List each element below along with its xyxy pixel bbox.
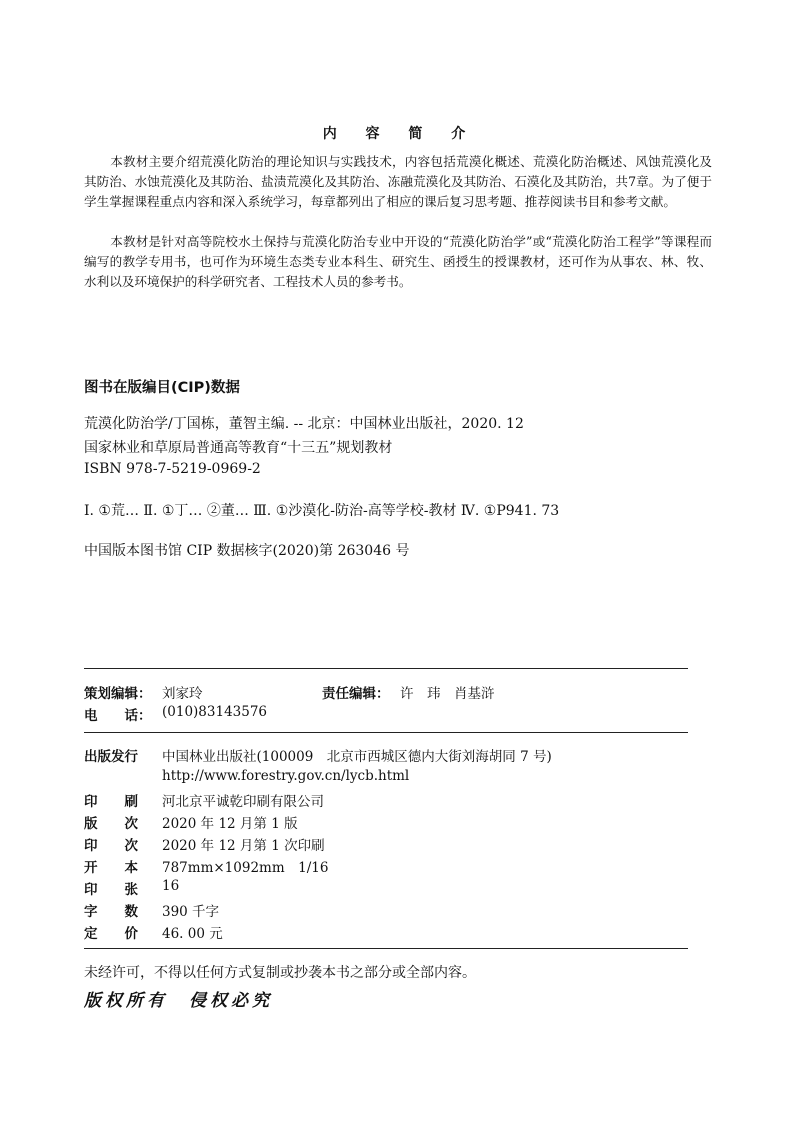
pub-row-label: 印 张 bbox=[84, 882, 138, 898]
pub-row-value: 16 bbox=[162, 878, 180, 894]
phone-value: (010)83143576 bbox=[162, 704, 268, 720]
phone-label: 电 话： bbox=[84, 708, 152, 724]
cip-line-title: 荒漠化防治学/丁国栋，董智主编. -- 北京：中国林业出版社，2020. 12 bbox=[84, 416, 524, 432]
divider-top bbox=[84, 668, 688, 669]
pub-row-value: 2020 年 12 月第 1 次印刷 bbox=[162, 838, 325, 854]
planning-editor-value: 刘家玲 bbox=[162, 686, 203, 702]
responsible-editor-label: 责任编辑： bbox=[322, 686, 390, 702]
pub-row-value: 46. 00 元 bbox=[162, 926, 223, 942]
summary-paragraph-1 bbox=[84, 152, 712, 212]
summary-paragraph-1-text: 本教材主要介绍荒漠化防治的理论知识与实践技术，内容包括荒漠化概述、荒漠化防治概述、风蚀荒漠化及其防治、水蚀荒漠化及其防治、盐渍荒漠化及其防治、冻融荒漠化及其防治、石漠化及其防治，共7章。为了便于学生掌握课程重点内容和深入系统学习，每章都列出了相应的课后复习思考题、推荐阅读书目和参考文献。 bbox=[84, 154, 712, 209]
pub-row-label: 出版发行 bbox=[84, 749, 138, 765]
responsible-editor-value: 许 玮 肖基浒 bbox=[400, 686, 495, 702]
cip-heading: 图书在版编目(CIP)数据 bbox=[84, 380, 240, 396]
pub-row-label: 定 价 bbox=[84, 926, 138, 942]
rights-reserved: 版权所有 侵权必究 bbox=[84, 991, 273, 1011]
summary-paragraph-2 bbox=[84, 232, 712, 292]
pub-row-value: 390 千字 bbox=[162, 904, 220, 920]
summary-title: 内 容 简 介 bbox=[322, 126, 478, 142]
pub-row-label: 印 刷 bbox=[84, 794, 138, 810]
pub-row-value: 中国林业出版社(100009 北京市西城区德内大街刘海胡同 7 号) bbox=[162, 749, 552, 765]
cip-line-record-number: 中国版本图书馆 CIP 数据核字(2020)第 263046 号 bbox=[84, 543, 410, 559]
pub-row-value: 2020 年 12 月第 1 版 bbox=[162, 816, 298, 832]
summary-paragraph-2-text: 本教材是针对高等院校水土保持与荒漠化防治专业中开设的“荒漠化防治学”或“荒漠化防治工程学”等课程而编写的教学专用书，也可作为环境生态类专业本科生、研究生、函授生的授课教材，还可作为从事农、林、牧、水利以及环境保护的科学研究者、工程技术人员的参考书。 bbox=[84, 234, 712, 289]
pub-row-label: 字 数 bbox=[84, 904, 138, 920]
pub-row-label: 版 次 bbox=[84, 816, 138, 832]
pub-row-label: 开 本 bbox=[84, 860, 138, 876]
pub-row-value: 787mm×1092mm 1/16 bbox=[162, 860, 329, 876]
planning-editor-label: 策划编辑： bbox=[84, 686, 152, 702]
pub-row-value: http://www.forestry.gov.cn/lycb.html bbox=[162, 768, 410, 784]
copyright-notice: 未经许可，不得以任何方式复制或抄袭本书之部分或全部内容。 bbox=[84, 965, 476, 981]
pub-row-label: 印 次 bbox=[84, 838, 138, 854]
cip-line-isbn: ISBN 978-7-5219-0969-2 bbox=[84, 461, 261, 477]
pub-row-value: 河北京平诚乾印刷有限公司 bbox=[162, 794, 324, 810]
divider-middle bbox=[84, 732, 688, 733]
divider-bottom bbox=[84, 948, 688, 949]
cip-line-series: 国家林业和草原局普通高等教育“十三五”规划教材 bbox=[84, 440, 393, 456]
cip-line-classification: Ⅰ. ①荒… Ⅱ. ①丁… ②董… Ⅲ. ①沙漠化-防治-高等学校-教材 Ⅳ. ①P941. 73 bbox=[84, 503, 560, 519]
